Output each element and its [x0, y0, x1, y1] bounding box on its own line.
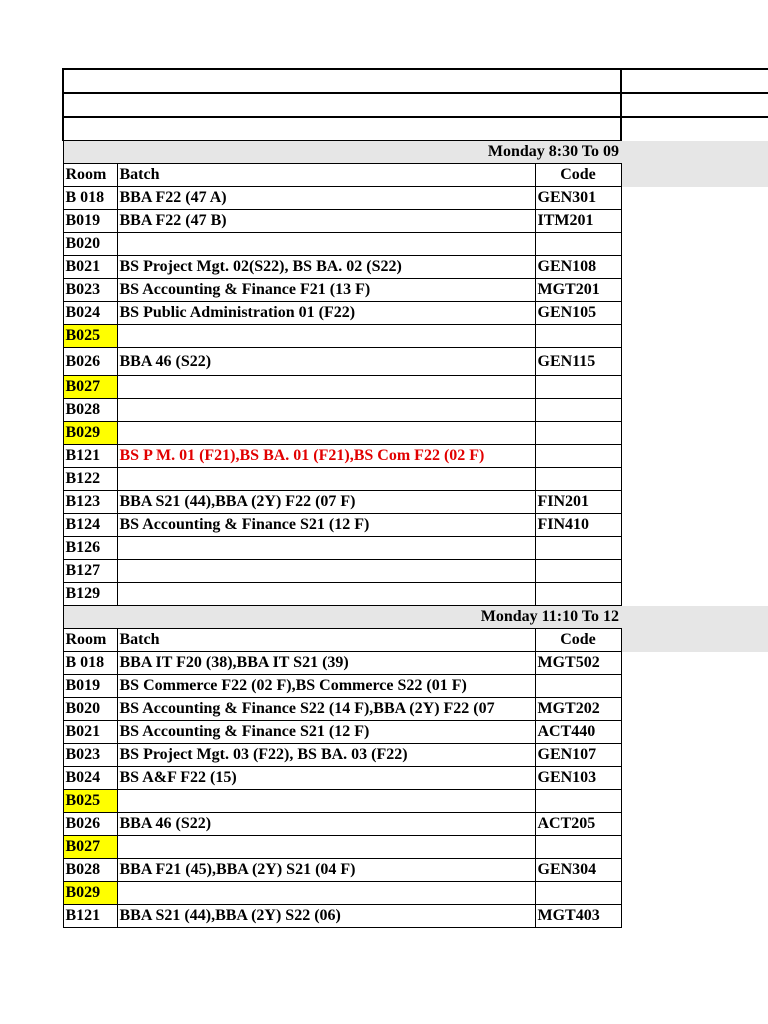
code-cell [535, 376, 621, 399]
code-header: Code [535, 629, 621, 652]
batch-cell: BBA 46 (S22) [117, 813, 535, 836]
room-cell: B129 [63, 583, 117, 606]
room-cell: B025 [63, 790, 117, 813]
batch-cell [117, 836, 535, 859]
batch-cell [117, 583, 535, 606]
table-row [63, 302, 768, 325]
batch-cell [117, 790, 535, 813]
section-header [63, 606, 768, 629]
table-row [63, 537, 768, 560]
batch-cell [117, 560, 535, 583]
section-title: Monday 11:10 To 12 [63, 606, 621, 629]
code-cell: FIN410 [535, 514, 621, 537]
batch-cell [117, 233, 535, 256]
batch-cell [117, 537, 535, 560]
batch-cell: BBA IT F20 (38),BBA IT S21 (39) [117, 652, 535, 675]
table-row [63, 652, 768, 675]
batch-cell: BS Project Mgt. 02(S22), BS BA. 02 (S22) [117, 256, 535, 279]
code-cell [535, 560, 621, 583]
room-cell: B026 [63, 813, 117, 836]
room-cell: B029 [63, 882, 117, 905]
batch-cell [117, 422, 535, 445]
code-cell: GEN103 [535, 767, 621, 790]
section-header [63, 141, 768, 164]
table-row [63, 583, 768, 606]
table-row [63, 560, 768, 583]
room-cell: B029 [63, 422, 117, 445]
column-header-row [63, 629, 768, 652]
table-row [63, 279, 768, 302]
batch-cell [117, 325, 535, 348]
room-cell: B 018 [63, 652, 117, 675]
room-cell: B123 [63, 491, 117, 514]
code-cell: GEN108 [535, 256, 621, 279]
room-cell: B122 [63, 468, 117, 491]
room-cell: B124 [63, 514, 117, 537]
blank-row [63, 69, 768, 93]
table-row [63, 790, 768, 813]
room-cell: B024 [63, 767, 117, 790]
table-row [63, 698, 768, 721]
batch-cell: BBA F22 (47 B) [117, 210, 535, 233]
room-cell: B121 [63, 905, 117, 928]
code-cell [535, 790, 621, 813]
room-header: Room [63, 164, 117, 187]
table-row [63, 376, 768, 399]
table-row [63, 187, 768, 210]
table-row [63, 836, 768, 859]
room-cell: B024 [63, 302, 117, 325]
batch-cell: BS Accounting & Finance S22 (14 F),BBA (2Y) F22 (07 [117, 698, 535, 721]
batch-cell [117, 376, 535, 399]
room-cell: B026 [63, 348, 117, 376]
code-cell: MGT502 [535, 652, 621, 675]
blank-row [63, 117, 768, 141]
room-cell: B027 [63, 836, 117, 859]
section-title: Monday 8:30 To 09 [63, 141, 621, 164]
code-cell [535, 836, 621, 859]
room-header: Room [63, 629, 117, 652]
room-cell: B028 [63, 399, 117, 422]
batch-cell [117, 468, 535, 491]
room-cell: B020 [63, 233, 117, 256]
batch-cell: BS Project Mgt. 03 (F22), BS BA. 03 (F22) [117, 744, 535, 767]
room-cell: B 018 [63, 187, 117, 210]
code-cell: MGT403 [535, 905, 621, 928]
batch-cell: BBA S21 (44),BBA (2Y) F22 (07 F) [117, 491, 535, 514]
room-cell: B027 [63, 376, 117, 399]
batch-cell: BS Commerce F22 (02 F),BS Commerce S22 (01 F) [117, 675, 535, 698]
table-row [63, 422, 768, 445]
room-cell: B028 [63, 859, 117, 882]
code-cell [535, 445, 621, 468]
room-cell: B023 [63, 744, 117, 767]
code-cell [535, 882, 621, 905]
table-row [63, 399, 768, 422]
room-cell: B021 [63, 721, 117, 744]
table-row [63, 882, 768, 905]
batch-cell: BS Accounting & Finance S21 (12 F) [117, 514, 535, 537]
code-cell: GEN115 [535, 348, 621, 376]
table-row [63, 767, 768, 790]
code-cell: ACT440 [535, 721, 621, 744]
table-row [63, 468, 768, 491]
room-cell: B023 [63, 279, 117, 302]
code-cell: GEN107 [535, 744, 621, 767]
room-cell: B020 [63, 698, 117, 721]
code-header: Code [535, 164, 621, 187]
batch-cell: BS A&F F22 (15) [117, 767, 535, 790]
table-row [63, 233, 768, 256]
table-row [63, 445, 768, 468]
batch-cell [117, 882, 535, 905]
code-cell [535, 583, 621, 606]
table-row [63, 256, 768, 279]
batch-cell [117, 399, 535, 422]
code-cell: MGT202 [535, 698, 621, 721]
code-cell: FIN201 [535, 491, 621, 514]
room-cell: B127 [63, 560, 117, 583]
room-cell: B019 [63, 675, 117, 698]
code-cell [535, 468, 621, 491]
batch-cell: BS Accounting & Finance S21 (12 F) [117, 721, 535, 744]
room-cell: B126 [63, 537, 117, 560]
table-row [63, 905, 768, 928]
table-row [63, 325, 768, 348]
batch-header: Batch [117, 629, 535, 652]
table-row [63, 491, 768, 514]
column-header-row [63, 164, 768, 187]
blank-row [63, 93, 768, 117]
code-cell: GEN301 [535, 187, 621, 210]
table-row [63, 859, 768, 882]
room-cell: B021 [63, 256, 117, 279]
room-cell: B019 [63, 210, 117, 233]
code-cell [535, 422, 621, 445]
code-cell [535, 537, 621, 560]
batch-cell: BS Accounting & Finance F21 (13 F) [117, 279, 535, 302]
code-cell: ACT205 [535, 813, 621, 836]
batch-cell: BBA 46 (S22) [117, 348, 535, 376]
table-row [63, 721, 768, 744]
room-cell: B121 [63, 445, 117, 468]
code-cell: ITM201 [535, 210, 621, 233]
batch-cell: BS Public Administration 01 (F22) [117, 302, 535, 325]
batch-header: Batch [117, 164, 535, 187]
code-cell: GEN105 [535, 302, 621, 325]
table-row [63, 348, 768, 376]
code-cell [535, 233, 621, 256]
code-cell [535, 675, 621, 698]
table-row [63, 675, 768, 698]
batch-cell: BBA F22 (47 A) [117, 187, 535, 210]
code-cell: MGT201 [535, 279, 621, 302]
table-row [63, 744, 768, 767]
timetable [62, 68, 768, 928]
table-row [63, 514, 768, 537]
code-cell [535, 325, 621, 348]
table-row [63, 210, 768, 233]
table-row [63, 813, 768, 836]
batch-cell: BS P M. 01 (F21),BS BA. 01 (F21),BS Com F22 (02 F) [117, 445, 535, 468]
batch-cell: BBA S21 (44),BBA (2Y) S22 (06) [117, 905, 535, 928]
room-cell: B025 [63, 325, 117, 348]
code-cell [535, 399, 621, 422]
batch-cell: BBA F21 (45),BBA (2Y) S21 (04 F) [117, 859, 535, 882]
code-cell: GEN304 [535, 859, 621, 882]
